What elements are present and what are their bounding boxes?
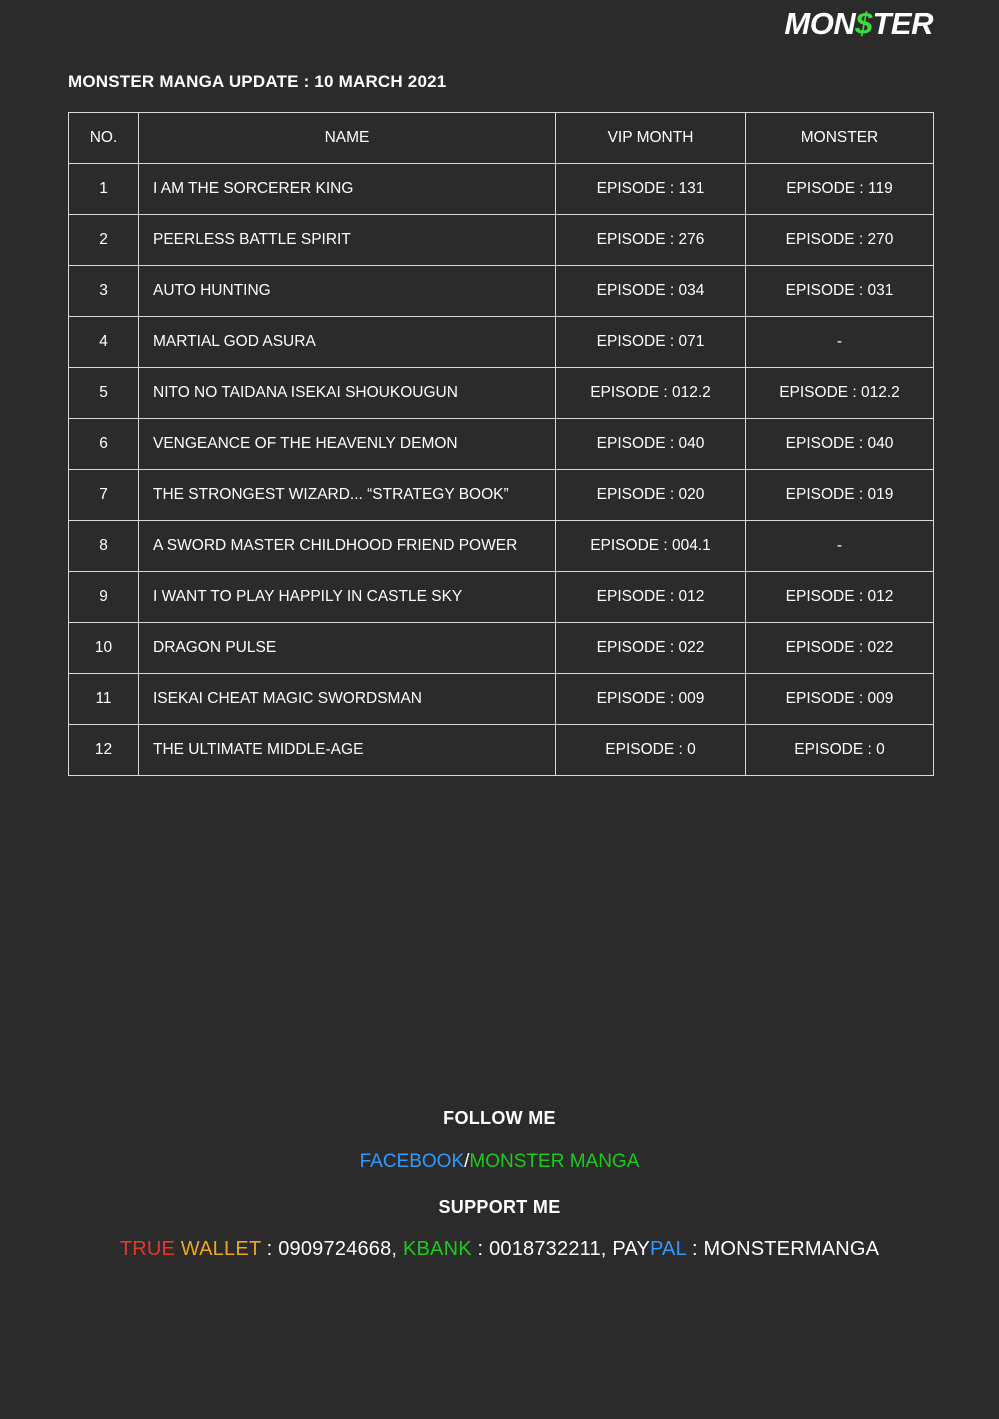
cell-no: 12 <box>69 725 139 776</box>
cell-vip: EPISODE : 131 <box>556 164 746 215</box>
facebook-page-name[interactable]: MONSTER MANGA <box>469 1151 640 1172</box>
column-header-vip: VIP MONTH <box>556 113 746 164</box>
table-row <box>69 674 934 725</box>
column-header-name: NAME <box>139 113 556 164</box>
cell-name: VENGEANCE OF THE HEAVENLY DEMON <box>139 419 556 470</box>
cell-no: 6 <box>69 419 139 470</box>
cell-name: AUTO HUNTING <box>139 266 556 317</box>
cell-monster: EPISODE : 031 <box>746 266 934 317</box>
table-row <box>69 368 934 419</box>
cell-vip: EPISODE : 071 <box>556 317 746 368</box>
cell-vip: EPISODE : 040 <box>556 419 746 470</box>
cell-monster: EPISODE : 040 <box>746 419 934 470</box>
cell-vip: EPISODE : 012.2 <box>556 368 746 419</box>
cell-vip: EPISODE : 012 <box>556 572 746 623</box>
cell-no: 7 <box>69 470 139 521</box>
cell-no: 9 <box>69 572 139 623</box>
cell-no: 2 <box>69 215 139 266</box>
support-me-heading: SUPPORT ME <box>438 1197 561 1217</box>
cell-name: A SWORD MASTER CHILDHOOD FRIEND POWER <box>139 521 556 572</box>
paypal-separator: : <box>686 1238 704 1260</box>
table-row <box>69 317 934 368</box>
cell-name: MARTIAL GOD ASURA <box>139 317 556 368</box>
dollar-sign-icon: $ <box>855 6 873 41</box>
cell-monster: EPISODE : 012.2 <box>746 368 934 419</box>
logo-text-post: TER <box>872 6 933 41</box>
cell-name: THE STRONGEST WIZARD... “STRATEGY BOOK” <box>139 470 556 521</box>
facebook-label[interactable]: FACEBOOK <box>359 1151 465 1172</box>
cell-name: I AM THE SORCERER KING <box>139 164 556 215</box>
pal-label: PAL <box>650 1238 687 1260</box>
table-row <box>69 623 934 674</box>
table-row <box>69 521 934 572</box>
column-header-monster: MONSTER <box>746 113 934 164</box>
kbank-number: 0018732211, <box>489 1238 607 1260</box>
follow-me-heading: FOLLOW ME <box>443 1108 556 1128</box>
cell-monster: EPISODE : 019 <box>746 470 934 521</box>
kbank-label: KBANK <box>402 1238 472 1260</box>
payment-info <box>0 1238 999 1261</box>
cell-monster: EPISODE : 0 <box>746 725 934 776</box>
cell-name: PEERLESS BATTLE SPIRIT <box>139 215 556 266</box>
cell-vip: EPISODE : 009 <box>556 674 746 725</box>
page-title: MONSTER MANGA UPDATE : 10 MARCH 2021 <box>68 72 447 91</box>
table-row <box>69 572 934 623</box>
social-separator: / <box>464 1151 470 1172</box>
cell-monster: - <box>746 317 934 368</box>
cell-name: I WANT TO PLAY HAPPILY IN CASTLE SKY <box>139 572 556 623</box>
table-row <box>69 215 934 266</box>
table-row <box>69 266 934 317</box>
cell-name: THE ULTIMATE MIDDLE-AGE <box>139 725 556 776</box>
table-header-row <box>69 113 934 164</box>
cell-vip: EPISODE : 004.1 <box>556 521 746 572</box>
table-body <box>69 164 934 776</box>
cell-vip: EPISODE : 034 <box>556 266 746 317</box>
cell-monster: EPISODE : 022 <box>746 623 934 674</box>
cell-no: 10 <box>69 623 139 674</box>
manga-update-table <box>68 112 934 776</box>
cell-name: NITO NO TAIDANA ISEKAI SHOUKOUGUN <box>139 368 556 419</box>
social-link[interactable] <box>0 1151 999 1173</box>
table-row <box>69 419 934 470</box>
cell-name: ISEKAI CHEAT MAGIC SWORDSMAN <box>139 674 556 725</box>
truewallet-number: 0909724668, <box>278 1238 398 1260</box>
cell-no: 8 <box>69 521 139 572</box>
cell-monster: EPISODE : 012 <box>746 572 934 623</box>
truemoney-label: TRUE <box>119 1238 176 1260</box>
cell-monster: EPISODE : 009 <box>746 674 934 725</box>
cell-vip: EPISODE : 0 <box>556 725 746 776</box>
kbank-separator: : <box>471 1238 490 1260</box>
wallet-label: WALLET <box>180 1238 261 1260</box>
cell-no: 1 <box>69 164 139 215</box>
cell-no: 11 <box>69 674 139 725</box>
cell-no: 5 <box>69 368 139 419</box>
truewallet-separator: : <box>260 1238 279 1260</box>
cell-monster: EPISODE : 270 <box>746 215 934 266</box>
footer <box>0 1108 999 1261</box>
cell-no: 4 <box>69 317 139 368</box>
pay-label: PAY <box>612 1238 650 1260</box>
cell-monster: - <box>746 521 934 572</box>
table-row <box>69 470 934 521</box>
cell-monster: EPISODE : 119 <box>746 164 934 215</box>
table-row <box>69 725 934 776</box>
column-header-no: NO. <box>69 113 139 164</box>
cell-vip: EPISODE : 020 <box>556 470 746 521</box>
logo-text-pre: MON <box>784 6 856 41</box>
cell-name: DRAGON PULSE <box>139 623 556 674</box>
cell-vip: EPISODE : 276 <box>556 215 746 266</box>
cell-no: 3 <box>69 266 139 317</box>
table-header <box>69 113 934 164</box>
update-table-container <box>68 112 933 776</box>
table-row <box>69 164 934 215</box>
brand-logo <box>784 6 933 42</box>
paypal-account: MONSTERMANGA <box>703 1238 880 1260</box>
cell-vip: EPISODE : 022 <box>556 623 746 674</box>
